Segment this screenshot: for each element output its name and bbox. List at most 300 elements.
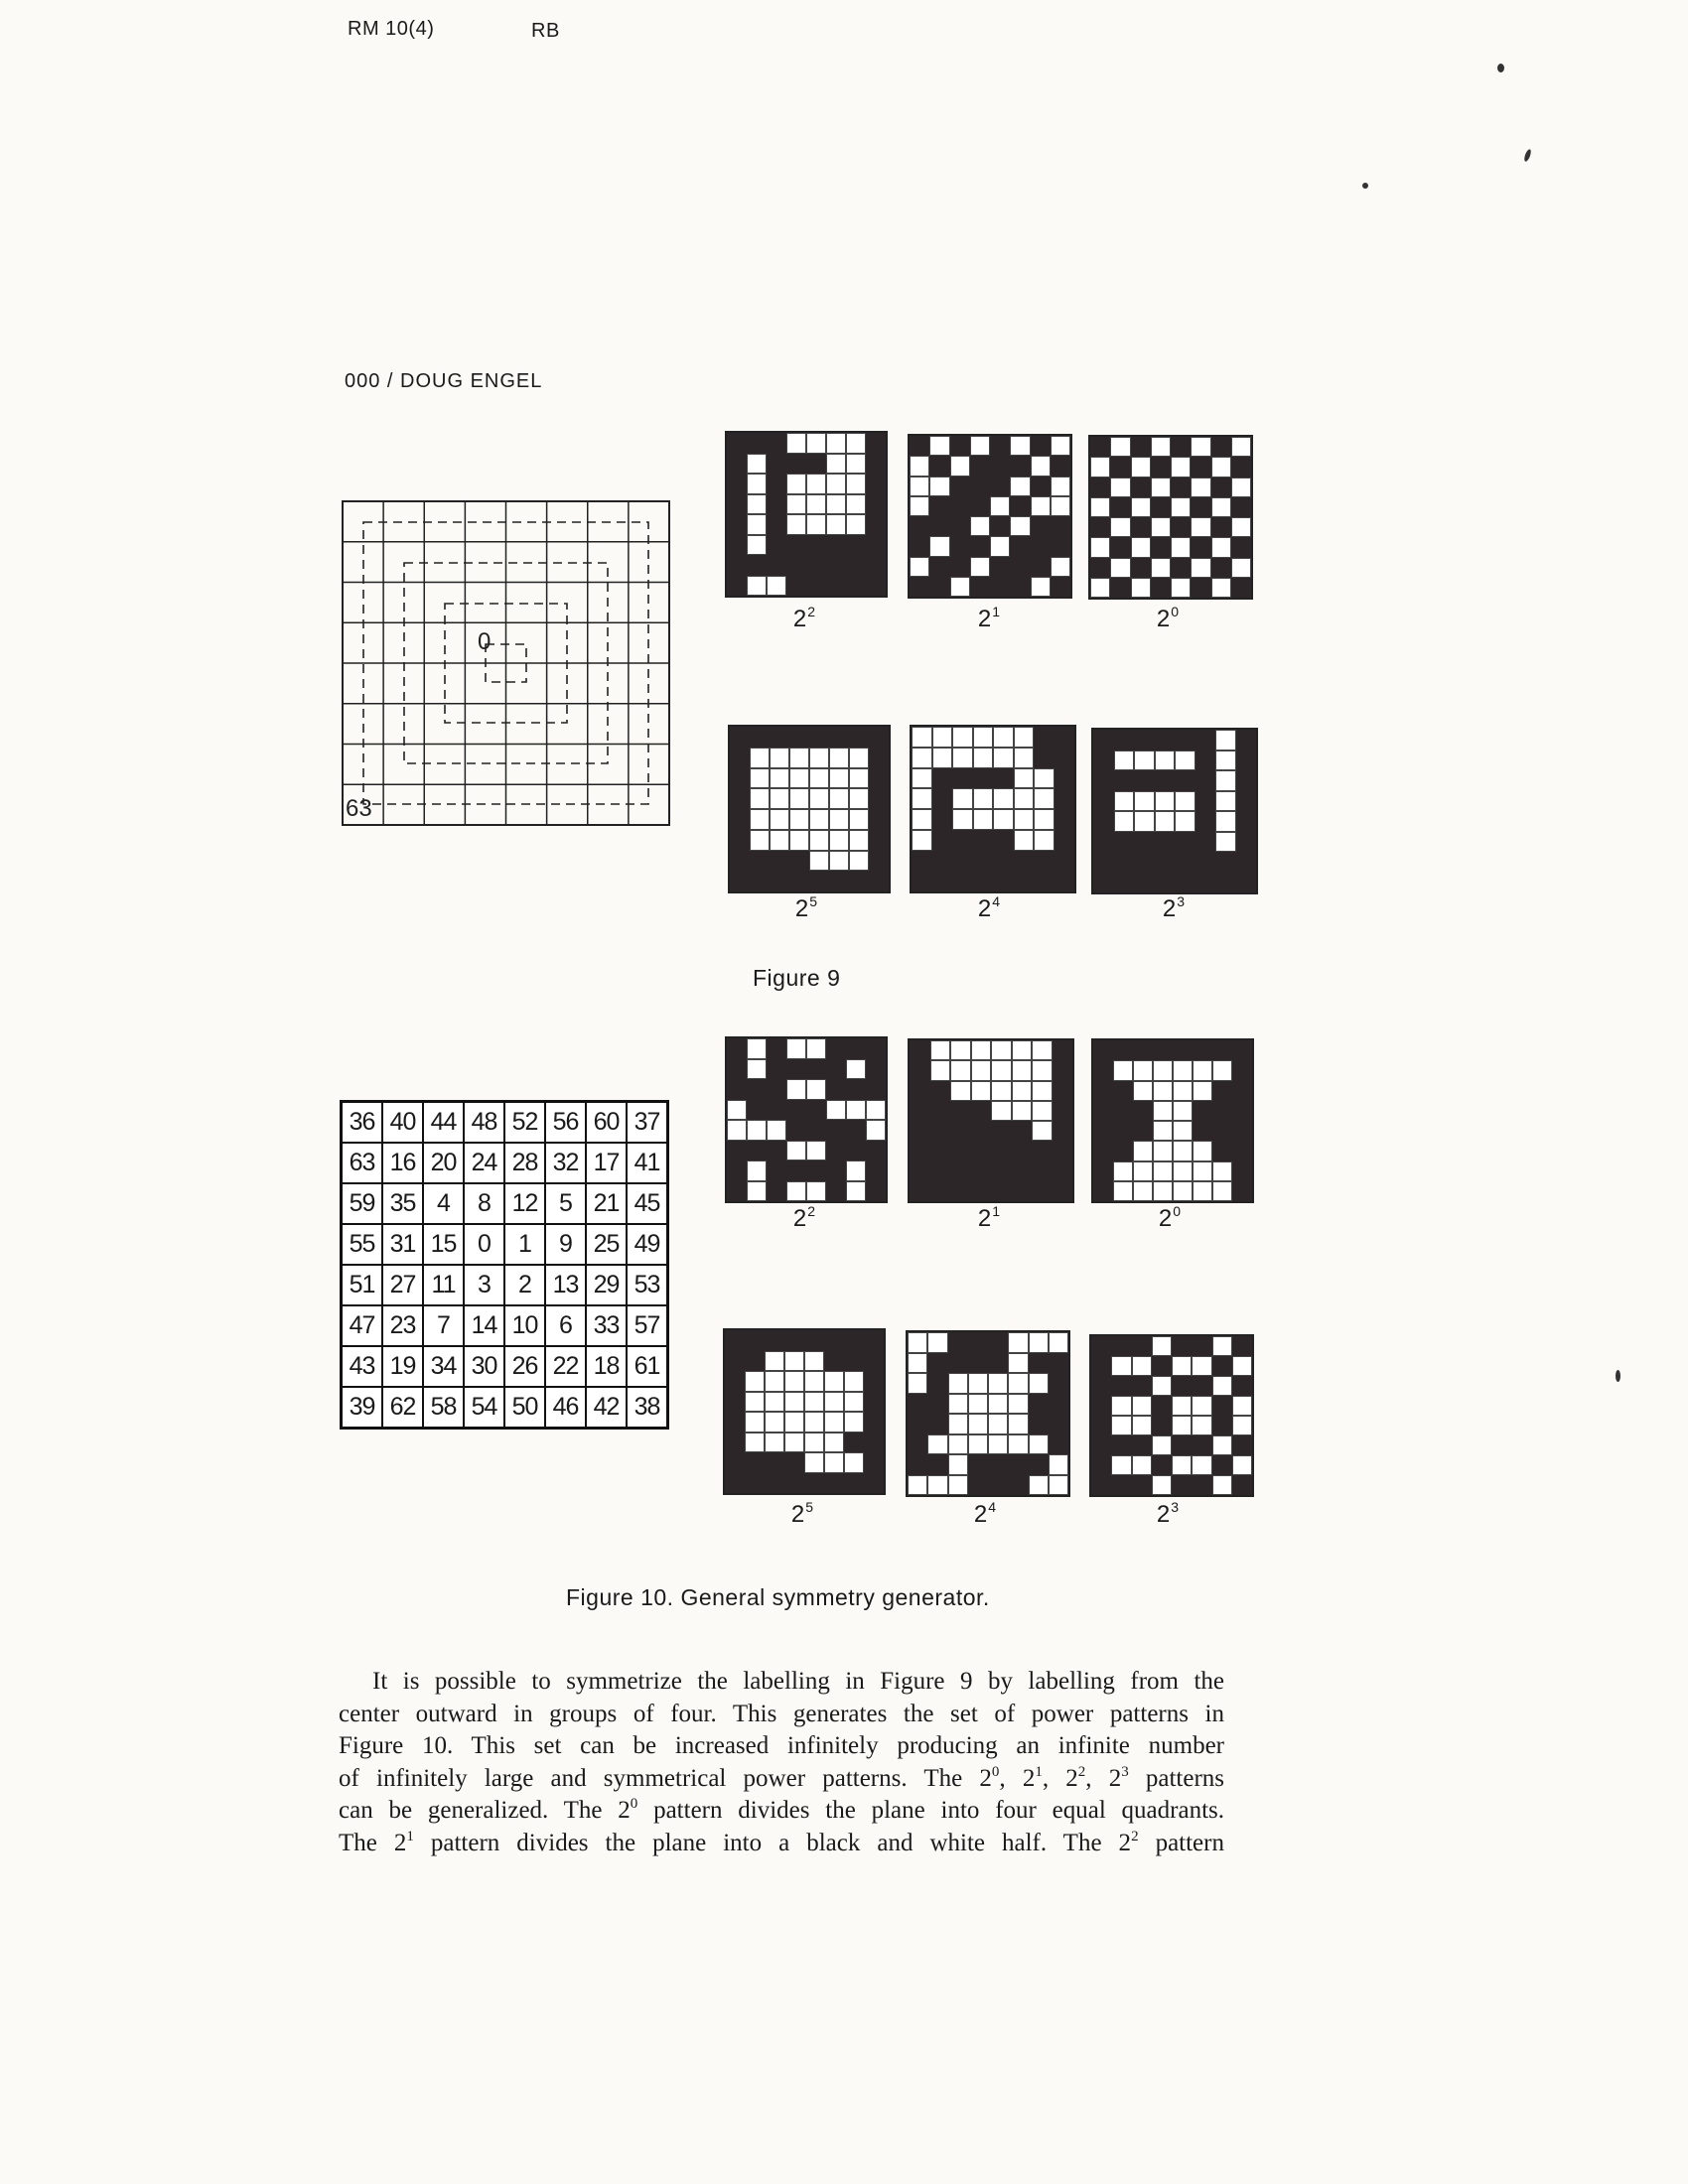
pattern-cell xyxy=(846,433,866,454)
fig9-pattern-2-5 xyxy=(728,725,891,893)
pattern-cell xyxy=(932,851,953,872)
pattern-cell xyxy=(910,1121,930,1141)
pattern-cell xyxy=(1151,558,1171,578)
pattern-cell xyxy=(1114,852,1135,873)
pattern-cell xyxy=(1153,1121,1173,1141)
pattern-cell xyxy=(950,1101,971,1121)
pattern-cell xyxy=(869,871,889,891)
pattern-cell xyxy=(1091,1416,1111,1435)
pattern-cell xyxy=(970,536,990,556)
pattern-cell xyxy=(1151,537,1171,557)
pattern-cell xyxy=(824,1351,844,1372)
pattern-cell xyxy=(727,494,747,515)
pattern-cell xyxy=(1051,496,1070,516)
pattern-cell xyxy=(1131,517,1151,537)
pattern-cell xyxy=(927,1475,947,1496)
pattern-cell xyxy=(1232,1435,1252,1455)
header-code: RM 10(4) xyxy=(348,18,435,40)
pattern-cell xyxy=(806,433,826,454)
pattern-cell xyxy=(765,1473,784,1494)
pattern-cell xyxy=(1010,536,1030,556)
pattern-cell xyxy=(1032,1141,1053,1160)
pattern-cell xyxy=(948,1332,968,1353)
pattern-cell xyxy=(864,1452,884,1473)
pattern-cell xyxy=(1193,1081,1212,1101)
table-cell: 50 xyxy=(504,1387,545,1428)
pattern-cell xyxy=(912,809,932,830)
pattern-cell xyxy=(1175,730,1196,751)
pattern-cell xyxy=(1034,788,1055,809)
pattern-cell xyxy=(1132,1356,1152,1376)
pattern-cell xyxy=(1091,1356,1111,1376)
table-cell: 19 xyxy=(382,1346,423,1387)
pattern-cell xyxy=(826,555,846,576)
pattern-cell xyxy=(912,768,932,789)
pattern-cell xyxy=(826,1038,846,1059)
pattern-cell xyxy=(829,871,849,891)
pattern-cell xyxy=(1093,1081,1113,1101)
fig10-pattern-2-3 xyxy=(1089,1334,1254,1497)
pattern-cell xyxy=(1131,558,1151,578)
table-cell: 28 xyxy=(504,1143,545,1183)
pattern-cell xyxy=(971,1101,992,1121)
pattern-cell xyxy=(1091,1376,1111,1396)
pattern-cell xyxy=(844,1330,864,1351)
pattern-cell xyxy=(727,1181,747,1202)
pattern-cell xyxy=(1231,497,1251,517)
pattern-cell xyxy=(1091,1336,1111,1356)
pattern-cell xyxy=(1093,791,1114,812)
table-cell: 49 xyxy=(627,1224,667,1265)
pattern-cell xyxy=(970,477,990,496)
pattern-cell xyxy=(806,494,826,515)
table-cell: 16 xyxy=(382,1143,423,1183)
pattern-cell xyxy=(826,576,846,597)
pattern-cell xyxy=(786,494,806,515)
pattern-cell xyxy=(970,456,990,476)
pattern-cell xyxy=(770,830,789,851)
pattern-cell xyxy=(1232,1336,1252,1356)
pattern-cell xyxy=(727,1160,747,1181)
pattern-cell xyxy=(988,1434,1008,1455)
body-line-2: center outward in groups of four. This generates the set of power patterns in xyxy=(339,1700,1224,1727)
pattern-cell xyxy=(910,1060,930,1080)
pattern-cell xyxy=(745,1452,765,1473)
pattern-cell xyxy=(846,1079,866,1100)
pattern-cell xyxy=(767,433,786,454)
pattern-cell xyxy=(1014,748,1035,768)
pattern-cell xyxy=(1211,558,1231,578)
pattern-cell xyxy=(1153,1161,1173,1181)
pattern-cell xyxy=(968,1434,988,1455)
pattern-cell xyxy=(846,1181,866,1202)
pattern-cell xyxy=(1032,1181,1053,1201)
pattern-cell xyxy=(750,830,770,851)
pattern-cell xyxy=(1093,1101,1113,1121)
pattern-cell xyxy=(1032,1101,1053,1121)
pattern-cell xyxy=(730,727,750,748)
pattern-cell xyxy=(806,1038,826,1059)
pattern-cell xyxy=(747,514,767,535)
pattern-cell xyxy=(1173,1141,1193,1160)
pattern-cell xyxy=(725,1392,745,1413)
pattern-cell xyxy=(1212,1435,1232,1455)
pattern-cell xyxy=(727,1120,747,1141)
pattern-cell xyxy=(806,1181,826,1202)
pattern-cell xyxy=(806,555,826,576)
pattern-cell xyxy=(1132,1396,1152,1416)
pattern-cell xyxy=(846,1120,866,1141)
table-cell: 34 xyxy=(423,1346,464,1387)
pattern-cell xyxy=(1055,768,1075,789)
pattern-cell xyxy=(990,496,1010,516)
pattern-cell xyxy=(1171,537,1191,557)
pattern-cell xyxy=(864,1412,884,1433)
pattern-cell xyxy=(765,1371,784,1392)
pattern-cell xyxy=(1008,1373,1028,1394)
pattern-cell xyxy=(804,1473,824,1494)
pattern-cell xyxy=(864,1330,884,1351)
pattern-cell xyxy=(1232,1475,1252,1495)
pattern-cell xyxy=(930,1040,951,1060)
pattern-cell xyxy=(1093,1121,1113,1141)
pattern-cell xyxy=(747,1100,767,1121)
pattern-cell xyxy=(1034,727,1055,748)
pattern-cell xyxy=(1152,1356,1172,1376)
pattern-cell xyxy=(971,1161,992,1181)
pattern-cell xyxy=(1012,1141,1033,1160)
table-cell: 12 xyxy=(504,1183,545,1224)
pattern-cell xyxy=(952,748,973,768)
pattern-cell xyxy=(990,557,1010,577)
pattern-cell xyxy=(1132,1376,1152,1396)
pattern-cell xyxy=(970,557,990,577)
pattern-cell xyxy=(804,1392,824,1413)
pattern-cell xyxy=(806,454,826,475)
pattern-cell xyxy=(866,1059,886,1080)
pattern-cell xyxy=(929,557,949,577)
pattern-cell xyxy=(1134,852,1155,873)
pattern-cell xyxy=(1090,537,1110,557)
pattern-cell xyxy=(1053,1161,1073,1181)
pattern-cell xyxy=(727,576,747,597)
pattern-cell xyxy=(1090,497,1110,517)
pattern-cell xyxy=(1031,496,1051,516)
pattern-cell xyxy=(973,830,994,851)
table-cell: 45 xyxy=(627,1183,667,1224)
pattern-cell xyxy=(844,1371,864,1392)
pattern-cell xyxy=(725,1330,745,1351)
fig9-label-2-5: $2^5$ xyxy=(794,893,818,922)
pattern-cell xyxy=(846,514,866,535)
pattern-cell xyxy=(1175,852,1196,873)
pattern-cell xyxy=(1171,578,1191,598)
fig10-label-2-3: $2^3$ xyxy=(1156,1499,1180,1528)
pattern-cell xyxy=(910,1040,930,1060)
pattern-cell xyxy=(993,809,1014,830)
body-line-6: The $2^1$ pattern divides the plane into a black and white half. The $2^2$ pattern xyxy=(339,1828,1224,1856)
pattern-cell xyxy=(1111,1416,1131,1435)
pattern-cell xyxy=(1232,1396,1252,1416)
pattern-cell xyxy=(908,1414,927,1434)
pattern-cell xyxy=(1192,1376,1211,1396)
pattern-cell xyxy=(910,496,929,516)
pattern-cell xyxy=(908,1373,927,1394)
pattern-cell xyxy=(1236,832,1257,853)
pattern-cell xyxy=(747,1120,767,1141)
pattern-cell xyxy=(1171,558,1191,578)
pattern-cell xyxy=(869,788,889,809)
pattern-cell xyxy=(727,1079,747,1100)
pattern-cell xyxy=(1093,1060,1113,1080)
pattern-cell xyxy=(1236,791,1257,812)
pattern-cell xyxy=(929,536,949,556)
pattern-cell xyxy=(1113,1181,1133,1201)
pattern-cell xyxy=(745,1412,765,1433)
fig9-pattern-2-4 xyxy=(910,725,1076,893)
pattern-cell xyxy=(1133,1181,1153,1201)
pattern-cell xyxy=(971,1141,992,1160)
pattern-cell xyxy=(866,494,886,515)
pattern-cell xyxy=(725,1412,745,1433)
pattern-cell xyxy=(1029,1353,1049,1374)
pattern-cell xyxy=(1032,1040,1053,1060)
table-cell: 38 xyxy=(627,1387,667,1428)
pattern-cell xyxy=(1111,1435,1131,1455)
pattern-cell xyxy=(826,1079,846,1100)
pattern-cell xyxy=(1175,832,1196,853)
pattern-cell xyxy=(750,768,770,789)
pattern-cell xyxy=(745,1392,765,1413)
pattern-cell xyxy=(809,748,829,768)
pattern-cell xyxy=(950,456,970,476)
pattern-cell xyxy=(1114,811,1135,832)
pattern-cell xyxy=(829,727,849,748)
pattern-cell xyxy=(750,727,770,748)
table-cell: 58 xyxy=(423,1387,464,1428)
pattern-cell xyxy=(866,576,886,597)
table-cell: 52 xyxy=(504,1102,545,1143)
header-initials: RB xyxy=(531,20,560,42)
pattern-cell xyxy=(1091,1475,1111,1495)
pattern-cell xyxy=(973,727,994,748)
pattern-cell xyxy=(727,555,747,576)
label-grid-center: 0 xyxy=(478,628,492,655)
pattern-cell xyxy=(1051,536,1070,556)
pattern-cell xyxy=(1055,748,1075,768)
pattern-cell xyxy=(1192,1416,1211,1435)
pattern-cell xyxy=(1029,1454,1049,1475)
pattern-cell xyxy=(1055,809,1075,830)
pattern-cell xyxy=(1049,1353,1068,1374)
pattern-cell xyxy=(1029,1414,1049,1434)
pattern-cell xyxy=(910,557,929,577)
pattern-cell xyxy=(1171,437,1191,457)
pattern-cell xyxy=(1196,832,1216,853)
pattern-cell xyxy=(747,433,767,454)
pattern-cell xyxy=(1173,1040,1193,1060)
pattern-cell xyxy=(910,477,929,496)
fig9-pattern-2-0 xyxy=(1088,435,1253,600)
pattern-cell xyxy=(910,577,929,597)
pattern-cell xyxy=(1172,1356,1192,1376)
pattern-cell xyxy=(1133,1101,1153,1121)
pattern-cell xyxy=(932,727,953,748)
pattern-cell xyxy=(1034,748,1055,768)
table-cell: 17 xyxy=(586,1143,627,1183)
pattern-cell xyxy=(1010,436,1030,456)
pattern-cell xyxy=(747,1079,767,1100)
pattern-cell xyxy=(1211,437,1231,457)
pattern-cell xyxy=(767,1038,786,1059)
pattern-cell xyxy=(1114,770,1135,791)
pattern-cell xyxy=(993,748,1014,768)
table-cell: 44 xyxy=(423,1102,464,1143)
pattern-cell xyxy=(826,514,846,535)
scan-speck xyxy=(1497,64,1504,72)
pattern-cell xyxy=(1049,1475,1068,1496)
pattern-cell xyxy=(730,788,750,809)
pattern-cell xyxy=(765,1330,784,1351)
pattern-cell xyxy=(1093,1141,1113,1160)
pattern-cell xyxy=(1231,578,1251,598)
pattern-cell xyxy=(1049,1434,1068,1455)
table-cell: 31 xyxy=(382,1224,423,1265)
pattern-cell xyxy=(1231,517,1251,537)
pattern-cell xyxy=(1132,1435,1152,1455)
pattern-cell xyxy=(990,436,1010,456)
pattern-cell xyxy=(993,851,1014,872)
pattern-cell xyxy=(765,1412,784,1433)
pattern-cell xyxy=(1151,437,1171,457)
pattern-cell xyxy=(1132,1336,1152,1356)
pattern-cell xyxy=(950,1141,971,1160)
pattern-cell xyxy=(1031,456,1051,476)
pattern-cell xyxy=(750,871,770,891)
pattern-cell xyxy=(750,788,770,809)
pattern-cell xyxy=(990,456,1010,476)
pattern-cell xyxy=(1236,873,1257,893)
pattern-cell xyxy=(786,1079,806,1100)
pattern-cell xyxy=(1171,497,1191,517)
pattern-cell xyxy=(789,809,809,830)
pattern-cell xyxy=(770,748,789,768)
pattern-cell xyxy=(866,514,886,535)
pattern-cell xyxy=(750,748,770,768)
pattern-cell xyxy=(745,1330,765,1351)
fig10-label-2-0: $2^0$ xyxy=(1158,1203,1182,1232)
pattern-cell xyxy=(770,788,789,809)
pattern-cell xyxy=(846,555,866,576)
pattern-cell xyxy=(990,536,1010,556)
pattern-cell xyxy=(844,1433,864,1453)
table-cell: 5 xyxy=(545,1183,586,1224)
pattern-cell xyxy=(1212,1141,1232,1160)
pattern-cell xyxy=(1031,477,1051,496)
pattern-cell xyxy=(930,1101,951,1121)
pattern-cell xyxy=(1051,557,1070,577)
pattern-cell xyxy=(1172,1336,1192,1356)
pattern-cell xyxy=(730,830,750,851)
pattern-cell xyxy=(789,830,809,851)
fig10-pattern-2-4 xyxy=(906,1330,1070,1497)
pattern-cell xyxy=(806,535,826,556)
pattern-cell xyxy=(1131,537,1151,557)
pattern-cell xyxy=(1173,1121,1193,1141)
pattern-cell xyxy=(1236,770,1257,791)
pattern-cell xyxy=(1053,1040,1073,1060)
pattern-cell xyxy=(1008,1414,1028,1434)
pattern-cell xyxy=(844,1392,864,1413)
pattern-cell xyxy=(770,809,789,830)
pattern-cell xyxy=(1191,537,1210,557)
body-line-5: can be generalized. The $2^0$ pattern divides the plane into four equal quadrants. xyxy=(339,1796,1224,1824)
pattern-cell xyxy=(747,1181,767,1202)
fig10-pattern-2-1 xyxy=(908,1038,1074,1203)
pattern-cell xyxy=(1175,751,1196,771)
pattern-cell xyxy=(1051,436,1070,456)
pattern-cell xyxy=(849,851,869,872)
pattern-cell xyxy=(866,1100,886,1121)
pattern-cell xyxy=(908,1454,927,1475)
pattern-cell xyxy=(786,1038,806,1059)
pattern-cell xyxy=(1155,770,1176,791)
pattern-cell xyxy=(1215,730,1236,751)
pattern-cell xyxy=(1196,811,1216,832)
table-cell: 56 xyxy=(545,1102,586,1143)
fig9-label-2-0: $2^0$ xyxy=(1156,604,1180,632)
pattern-cell xyxy=(1151,497,1171,517)
pattern-cell xyxy=(1212,1040,1232,1060)
fig9-label-2-3: $2^3$ xyxy=(1162,893,1186,922)
pattern-cell xyxy=(747,1141,767,1161)
pattern-cell xyxy=(809,871,829,891)
pattern-cell xyxy=(948,1414,968,1434)
pattern-cell xyxy=(725,1371,745,1392)
pattern-cell xyxy=(1049,1454,1068,1475)
pattern-cell xyxy=(912,871,932,891)
table-cell: 3 xyxy=(464,1265,504,1305)
pattern-cell xyxy=(927,1353,947,1374)
pattern-cell xyxy=(1151,517,1171,537)
table-cell: 59 xyxy=(342,1183,382,1224)
pattern-cell xyxy=(767,535,786,556)
pattern-cell xyxy=(1175,811,1196,832)
pattern-cell xyxy=(1212,1081,1232,1101)
pattern-cell xyxy=(1191,578,1210,598)
pattern-cell xyxy=(1093,770,1114,791)
fig9-label-2-4: $2^4$ xyxy=(977,893,1001,922)
pattern-cell xyxy=(1191,478,1210,497)
pattern-cell xyxy=(1032,1161,1053,1181)
pattern-cell xyxy=(932,788,953,809)
pattern-cell xyxy=(1212,1475,1232,1495)
pattern-cell xyxy=(1111,1376,1131,1396)
pattern-cell xyxy=(1010,496,1030,516)
pattern-cell xyxy=(1231,478,1251,497)
pattern-cell xyxy=(910,516,929,536)
pattern-cell xyxy=(730,871,750,891)
pattern-cell xyxy=(993,830,1014,851)
table-cell: 39 xyxy=(342,1387,382,1428)
pattern-cell xyxy=(1114,751,1135,771)
table-cell: 0 xyxy=(464,1224,504,1265)
pattern-cell xyxy=(973,768,994,789)
pattern-cell xyxy=(993,727,1014,748)
pattern-cell xyxy=(826,535,846,556)
pattern-cell xyxy=(1155,873,1176,893)
pattern-cell xyxy=(786,433,806,454)
